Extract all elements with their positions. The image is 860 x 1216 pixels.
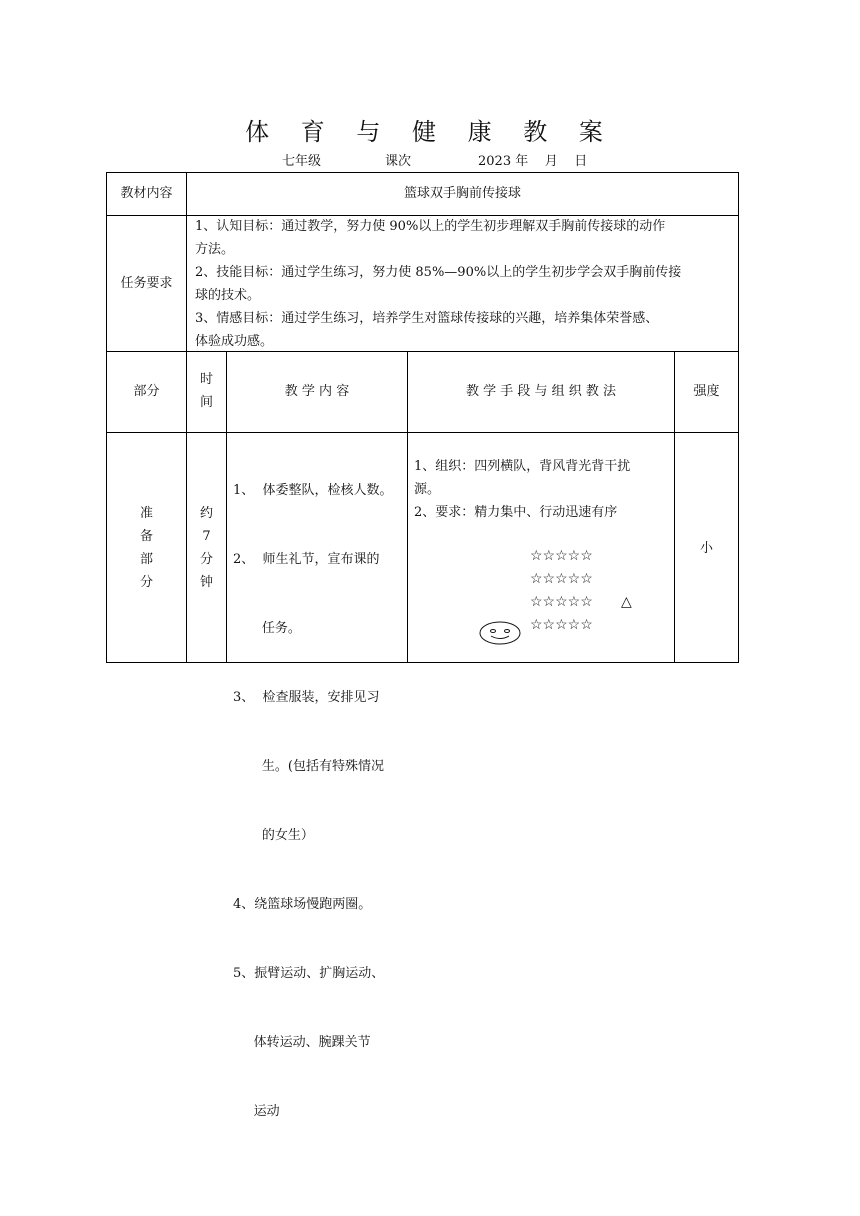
content-line: 任务。 <box>233 621 301 636</box>
method-line: 源。 <box>414 482 441 497</box>
task-line: 3、情感目标：通过学生练习，培养学生对篮球传接球的兴趣，培养集体荣誉感、 <box>195 311 659 326</box>
task-requirements <box>195 215 735 353</box>
formation-row: ☆☆☆☆☆ <box>530 571 593 587</box>
task-line: 体验成功感。 <box>195 334 274 349</box>
page-title: 体 育 与 健 康 教 案 <box>245 118 615 146</box>
material-label: 教材内容 <box>120 186 173 201</box>
content-line: 体转运动、腕踝关节 <box>233 1035 371 1050</box>
column-method: 教 学 手 段 与 组 织 教 法 <box>465 384 617 399</box>
prep-content <box>233 433 405 1146</box>
content-line: 3、 检查服装，安排见习 <box>233 690 380 705</box>
prep-method <box>414 455 672 524</box>
column-content: 教 学 内 容 <box>284 384 350 399</box>
date-label: 2023 年 月 日 <box>478 154 588 169</box>
column-part: 部分 <box>133 384 160 399</box>
formation-row: ☆☆☆☆☆ <box>530 548 593 564</box>
column-intensity: 强度 <box>693 384 720 399</box>
formation-row: ☆☆☆☆☆ <box>530 594 593 610</box>
task-line: 球的技术。 <box>195 288 261 303</box>
task-label: 任务要求 <box>120 276 173 291</box>
content-line: 5、振臂运动、扩胸运动、 <box>233 966 385 981</box>
task-line: 1、认知目标：通过教学，努力使 90%以上的学生初步理解双手胸前传接球的动作 <box>195 219 666 234</box>
task-line: 2、技能目标：通过学生练习，努力使 85%—90%以上的学生初步学会双手胸前传接 <box>195 265 682 280</box>
prep-part: 准 备 部 分 <box>139 506 153 590</box>
content-line: 运动 <box>233 1104 280 1119</box>
content-line: 的女生） <box>233 828 314 843</box>
task-line: 方法。 <box>195 242 235 257</box>
content-line: 2、 师生礼节，宣布课的 <box>233 552 380 567</box>
content-line: 4、绕篮球场慢跑两圈。 <box>233 897 372 912</box>
lesson-label: 课次 <box>385 154 412 169</box>
smiley-face-icon <box>478 620 522 646</box>
content-line: 1、 体委整队，检核人数。 <box>233 483 393 498</box>
content-line: 生。(包括有特殊情况 <box>233 759 384 774</box>
method-line: 2、要求：精力集中、行动迅速有序 <box>414 505 618 520</box>
grade-label: 七年级 <box>282 154 322 169</box>
teacher-triangle-icon: △ <box>621 594 632 610</box>
column-time: 时 间 <box>199 372 213 410</box>
prep-time: 约 7 分 钟 <box>199 506 213 590</box>
material-value: 篮球双手胸前传接球 <box>403 186 521 201</box>
method-line: 1、组织：四列横队，背风背光背干扰 <box>414 459 631 474</box>
formation-row: ☆☆☆☆☆ <box>530 617 593 633</box>
prep-intensity: 小 <box>699 541 713 556</box>
